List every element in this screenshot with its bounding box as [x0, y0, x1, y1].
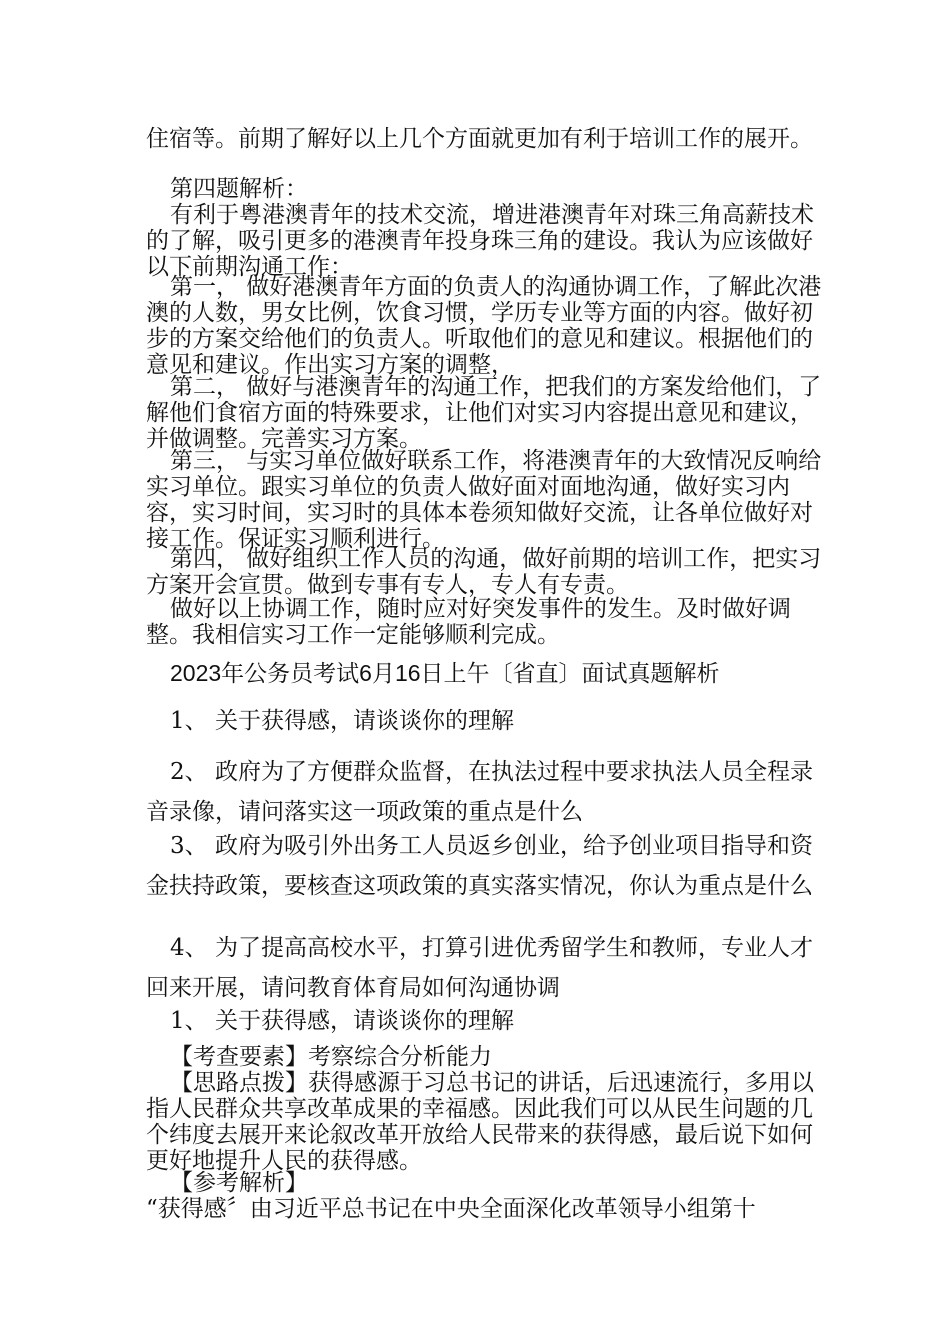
paragraph-first: 第一， 做好港澳青年方面的负责人的沟通协调工作，了解此次港澳的人数，男女比例，饮食习惯，学历专业等方面的内容。做好初步的方案交给他们的负责人。听取他们的意见和建议。根据他们的意见和建议。作出实习方案的调整，	[146, 274, 822, 378]
answer-1-heading: 1、 关于获得感，请谈谈你的理解	[170, 1008, 514, 1034]
paragraph-q4-heading: 第四题解析：	[170, 176, 308, 202]
paragraph-second: 第二， 做好与港澳青年的沟通工作，把我们的方案发给他们，了解他们食宿方面的特殊要求，让他们对实习内容提出意见和建议，并做调整。完善实习方案。	[146, 374, 822, 452]
paragraph-continuation: 住宿等。前期了解好以上几个方面就更加有利于培训工作的展开。	[146, 126, 813, 152]
exam-element: 【考查要素】考察综合分析能力	[170, 1044, 492, 1070]
question-4: 4、 为了提高高校水平，打算引进优秀留学生和教师，专业人才回来开展，请问教育体育局如何沟通协调	[146, 935, 813, 1001]
paragraph-third: 第三， 与实习单位做好联系工作，将港澳青年的大致情况反响给实习单位。跟实习单位的负责人做好面对面地沟通，做好实习内容，实习时间，实习时的具体本卷须知做好交流，让各单位做好对接工作。保证实习顺利进行。	[146, 448, 822, 552]
thinking-hint: 【思路点拨】获得感源于习总书记的讲话，后迅速流行，多用以指人民群众共享改革成果的幸福感。因此我们可以从民生问题的几个纬度去展开来论叙改革开放给人民带来的获得感，最后说下如何更好地提升人民的获得感。	[146, 1070, 814, 1174]
section-title: 2023年公务员考试6月16日上午〔省直〕面试真题解析	[170, 660, 720, 686]
reference-text: “获得感〞由习近平总书记在中央全面深化改革领导小组第十	[146, 1196, 756, 1222]
question-1: 1、 关于获得感，请谈谈你的理解	[170, 708, 514, 734]
reference-heading: 【参考解析】	[170, 1170, 308, 1196]
paragraph-closing: 做好以上协调工作，随时应对好突发事件的发生。及时做好调整。我相信实习工作一定能够顺利完成。	[146, 596, 791, 648]
question-3: 3、 政府为吸引外出务工人员返乡创业，给予创业项目指导和资金扶持政策，要核查这项政策的真实落实情况，你认为重点是什么	[146, 833, 813, 899]
paragraph-q4-intro: 有利于粤港澳青年的技术交流，增进港澳青年对珠三角高薪技术的了解，吸引更多的港澳青年投身珠三角的建设。我认为应该做好以下前期沟通工作：	[146, 202, 814, 280]
question-2: 2、 政府为了方便群众监督，在执法过程中要求执法人员全程录音录像，请问落实这一项政策的重点是什么	[146, 759, 813, 825]
paragraph-fourth: 第四， 做好组织工作人员的沟通，做好前期的培训工作，把实习方案开会宣贯。做到专事有专人，专人有专责。	[146, 546, 822, 598]
